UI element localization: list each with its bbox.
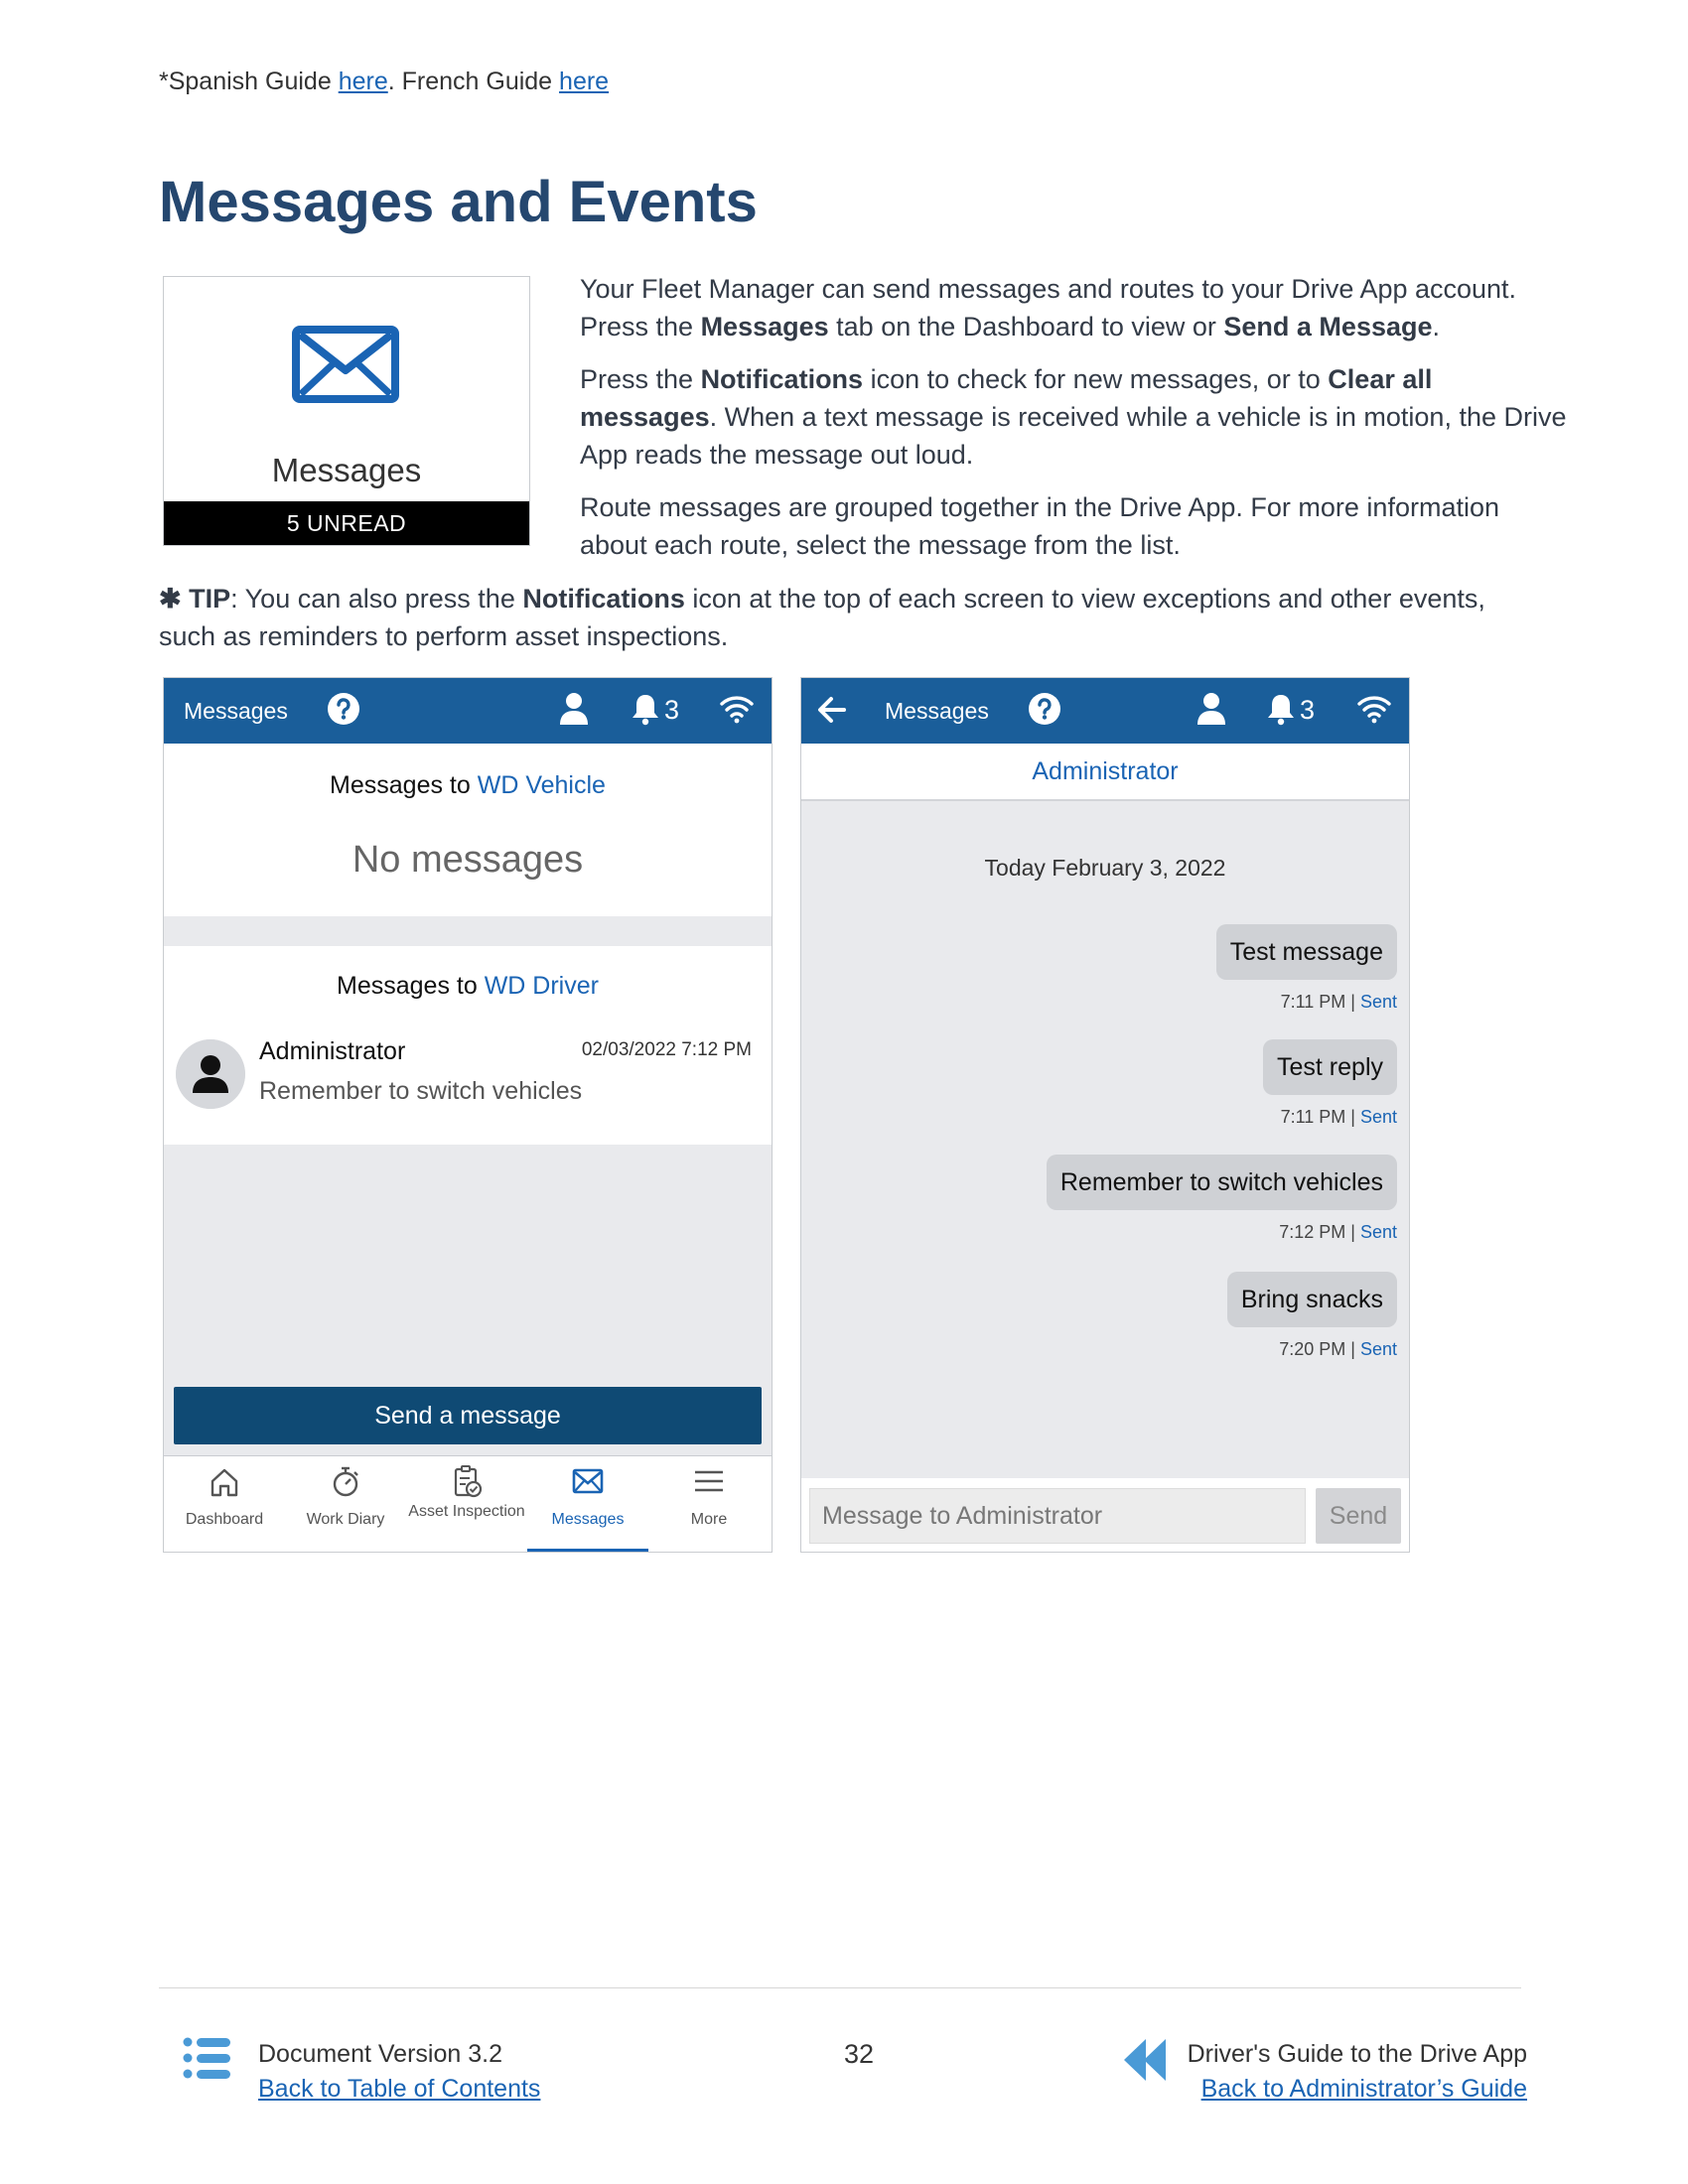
message-sender: Administrator [259, 1037, 406, 1065]
nav-label: Dashboard [185, 1511, 264, 1528]
french-guide-label: . French Guide [387, 68, 560, 95]
intro-paragraph-3: Route messages are grouped together in the Drive App. For more information about each route, select the message from the list. [580, 492, 1499, 560]
driver-section-title: Messages to WD Driver [337, 972, 599, 1000]
help-icon[interactable] [327, 692, 360, 726]
footer-left [258, 2037, 540, 2107]
nav-item-work-diary[interactable] [285, 1456, 406, 1553]
message-bubble: Remember to switch vehicles [1047, 1155, 1397, 1210]
message-meta: 7:11 PM | Sent [1280, 992, 1397, 1012]
page-title: Messages and Events [159, 170, 758, 234]
no-messages-text: No messages [352, 839, 584, 881]
app-bar [801, 678, 1409, 744]
stopwatch-icon [330, 1464, 361, 1498]
spanish-guide-link[interactable]: here [338, 68, 388, 95]
conversation-screenshot [800, 677, 1410, 1553]
message-bubble: Test reply [1263, 1039, 1397, 1095]
guide-links [159, 68, 609, 96]
administrator-guide-link[interactable]: Back to Administrator’s Guide [1200, 2075, 1527, 2103]
page-number: 32 [844, 2039, 875, 2069]
help-icon[interactable] [1028, 692, 1061, 726]
app-bar-title: Messages [184, 698, 288, 724]
tip-star-icon: ✱ [159, 584, 190, 614]
intro-paragraph-2: Press the Notifications icon to check for new messages, or to Clear all messages. When a text message is received while a vehicle is in motion, the Drive App reads the message out loud. [580, 364, 1567, 470]
nav-item-messages[interactable] [527, 1456, 648, 1553]
message-meta: 7:11 PM | Sent [1280, 1107, 1397, 1127]
nav-label: Work Diary [306, 1511, 385, 1528]
nav-label: More [690, 1511, 728, 1528]
message-input[interactable]: Message to Administrator [809, 1488, 1306, 1544]
nav-item-dashboard[interactable] [164, 1456, 285, 1553]
message-meta: 7:12 PM | Sent [1279, 1222, 1397, 1242]
back-arrow-icon[interactable] [817, 696, 847, 724]
unread-badge: 5 UNREAD [164, 501, 529, 545]
vehicle-section-title: Messages to WD Vehicle [330, 771, 606, 799]
nav-label: Messages [551, 1511, 625, 1528]
driver-messages-panel [164, 946, 772, 1145]
messages-list-screenshot [163, 677, 773, 1553]
message-meta: 7:20 PM | Sent [1279, 1339, 1397, 1359]
message-bubble: Bring snacks [1227, 1272, 1397, 1327]
rewind-icon[interactable] [1122, 2037, 1168, 2083]
envelope-icon [572, 1468, 604, 1494]
vehicle-messages-panel [164, 744, 772, 916]
inspection-icon [451, 1464, 483, 1498]
messages-tile [163, 276, 530, 546]
intro-text [580, 270, 1573, 579]
spanish-guide-label: *Spanish Guide [159, 68, 339, 95]
message-bubble: Test message [1216, 924, 1397, 980]
avatar [176, 1039, 245, 1109]
envelope-icon [291, 325, 400, 404]
wifi-icon [720, 694, 754, 724]
table-of-contents-icon[interactable] [183, 2037, 230, 2079]
menu-icon [693, 1468, 725, 1494]
message-composer [801, 1478, 1409, 1552]
send-button[interactable]: Send [1316, 1488, 1401, 1544]
nav-label: Asset Inspection [408, 1503, 525, 1520]
message-preview: Remember to switch vehicles [259, 1077, 583, 1105]
footer-right [1188, 2037, 1527, 2107]
user-icon[interactable] [559, 692, 589, 726]
intro-paragraph-1: Your Fleet Manager can send messages and routes to your Drive App account. Press the Messages tab on the Dashboard to view or Send a Message. [580, 274, 1517, 341]
tip-text: ✱ TIP: You can also press the Notifications icon at the top of each screen to view exceptions and other events, such as reminders to perform asset inspections. [159, 584, 1485, 651]
bottom-nav [164, 1455, 772, 1553]
nav-item-asset-inspection[interactable] [406, 1456, 527, 1553]
active-tab-indicator [527, 1549, 648, 1553]
nav-item-more[interactable] [648, 1456, 770, 1553]
conversation-header: Administrator [801, 744, 1409, 801]
table-of-contents-link[interactable]: Back to Table of Contents [258, 2075, 541, 2103]
document-version: Document Version 3.2 [258, 2040, 502, 2068]
tile-label: Messages [271, 452, 422, 488]
wifi-icon [1357, 694, 1391, 724]
home-icon [209, 1466, 240, 1498]
french-guide-link[interactable]: here [559, 68, 610, 95]
notification-count: 3 [1300, 695, 1316, 725]
notification-count: 3 [664, 695, 680, 725]
app-bar [164, 678, 772, 744]
conversation-date: Today February 3, 2022 [984, 855, 1226, 881]
send-message-button[interactable]: Send a message [174, 1387, 762, 1444]
footer-divider [159, 1987, 1521, 1988]
app-bar-title: Messages [885, 698, 989, 724]
bell-icon[interactable] [1266, 692, 1296, 726]
user-icon[interactable] [1196, 692, 1226, 726]
message-timestamp: 02/03/2022 7:12 PM [581, 1039, 752, 1060]
guide-title: Driver's Guide to the Drive App [1187, 2040, 1527, 2068]
bell-icon[interactable] [631, 692, 660, 726]
